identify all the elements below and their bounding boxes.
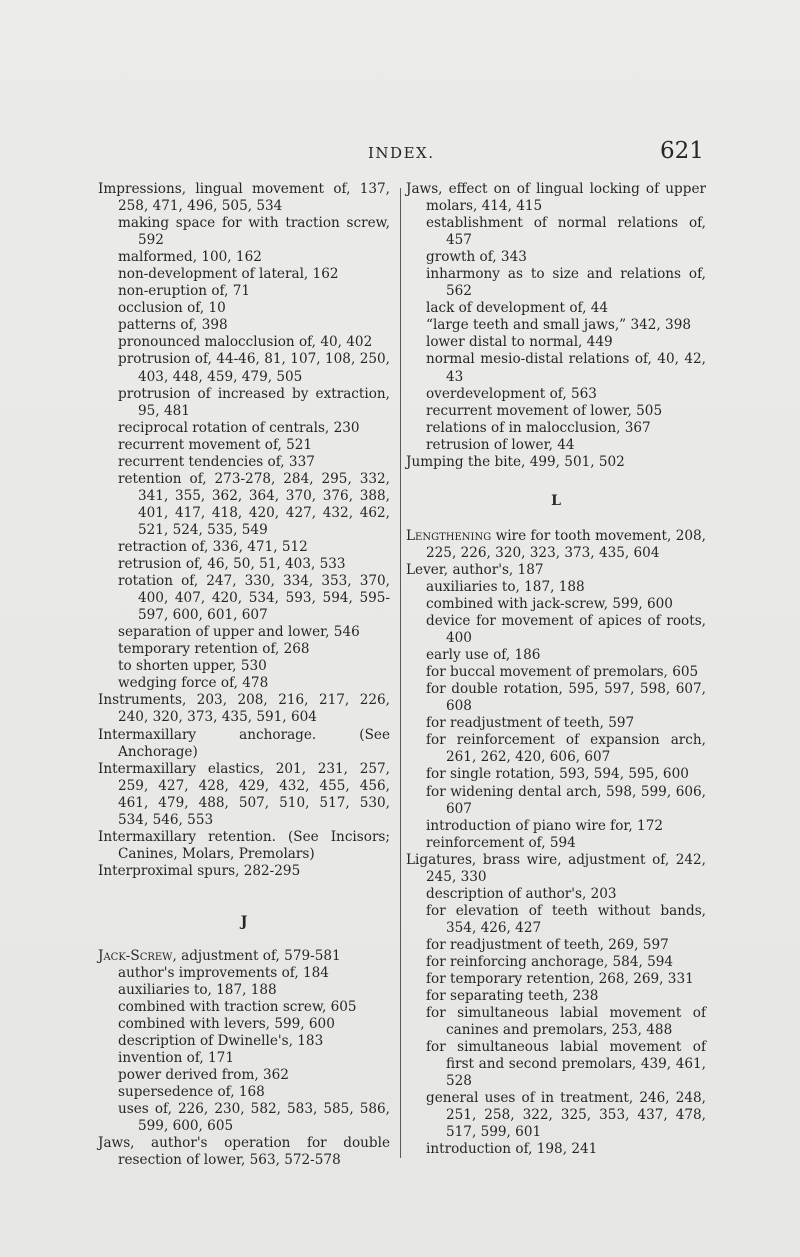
index-subentry: overdevelopment of, 563 [426,385,597,402]
index-subentry: power derived from, 362 [118,1067,289,1084]
index-subentry: reciprocal rotation of centrals, 230 [118,419,360,436]
index-subentry: growth of, 343 [426,249,527,266]
index-subentry: auxiliaries to, 187, 188 [118,982,277,999]
index-entry: Intermaxillary anchorage. (See Anchorage) [98,726,390,760]
index-subentry: separation of upper and lower, 546 [118,624,360,641]
index-entry: Impressions, lingual movement of, 137, 258, 471, 496, 505, 534 [98,181,390,215]
index-entry: Jumping the bite, 499, 501, 502 [406,453,625,470]
jack-screw-heading-rest: , adjustment of, 579-581 [172,947,341,964]
index-subentry: lack of development of, 44 [426,300,609,317]
index-subentry: recurrent movement of, 521 [118,436,313,453]
index-subentry: combined with levers, 599, 600 [118,1016,335,1033]
index-subentry: retention of, 273-278, 284, 295, 332, 341, 355, 362, 364, 370, 376, 388, 401, 417, 418, 420, 427, 432, 462, 521, 524, 535, 549 [118,470,390,538]
index-entry: Jaws, author's operation for double resection of lower, 563, 572-578 [98,1135,390,1169]
index-subentry: inharmony as to size and relations of, 562 [426,266,706,300]
index-subentry: “large teeth and small jaws,” 342, 398 [426,317,691,334]
index-subentry: introduction of piano wire for, 172 [426,817,663,834]
index-entries-j [98,965,390,1170]
page-number: 621 [660,138,704,164]
index-subentry: combined with jack-screw, 599, 600 [426,595,673,612]
index-subentry: lower distal to normal, 449 [426,334,613,351]
index-subentry: for simultaneous labial movement of canines and premolars, 253, 488 [426,1005,706,1039]
index-subentry: pronounced malocclusion of, 40, 402 [118,334,373,351]
index-subentry: relations of in malocclusion, 367 [426,419,651,436]
index-subentry: to shorten upper, 530 [118,658,267,675]
index-subentry: author's improvements of, 184 [118,964,329,981]
index-subentry: reinforcement of, 594 [426,834,576,851]
index-subentry: for reinforcement of expansion arch, 261, 262, 420, 606, 607 [426,732,706,766]
page-header [0,140,800,170]
index-subentry: for double rotation, 595, 597, 598, 607, 608 [426,681,706,715]
index-subentry: for elevation of teeth without bands, 354, 426, 427 [426,902,706,936]
index-subentry: retrusion of, 46, 50, 51, 403, 533 [118,556,346,573]
index-subentry: for temporary retention, 268, 269, 331 [426,971,694,988]
index-subentry: supersedence of, 168 [118,1084,265,1101]
index-subentry: protrusion of increased by extraction, 95, 481 [118,385,390,419]
index-subentry: temporary retention of, 268 [118,641,310,658]
index-subentry: for reinforcing anchorage, 584, 594 [426,953,674,970]
index-subentry: retraction of, 336, 471, 512 [118,538,308,555]
index-subentry: combined with traction screw, 605 [118,999,357,1016]
index-subentry: for simultaneous labial movement of first and second premolars, 439, 461, 528 [426,1039,706,1090]
index-entries-l [406,562,706,1159]
index-subentry: description of Dwinelle's, 183 [118,1033,324,1050]
index-entry: Ligatures, brass wire, adjustment of, 242, 245, 330 [406,851,706,885]
index-entry: Instruments, 203, 208, 216, 217, 226, 240, 320, 373, 435, 591, 604 [98,692,390,726]
index-subentry: wedging force of, 478 [118,675,269,692]
index-subentry: protrusion of, 44-46, 81, 107, 108, 250, 403, 448, 459, 479, 505 [118,351,390,385]
index-subentry: establishment of normal relations of, 457 [426,215,706,249]
index-subentry: for separating teeth, 238 [426,988,599,1005]
index-subentry: malformed, 100, 162 [118,249,262,266]
index-subentry: for readjustment of teeth, 597 [426,715,635,732]
index-subentry: occlusion of, 10 [118,300,226,317]
index-entry: Intermaxillary retention. (See Incisors; Canines, Molars, Premolars) [98,828,390,862]
index-subentry: rotation of, 247, 330, 334, 353, 370, 400, 407, 420, 534, 593, 594, 595-597, 600, 601, 607 [118,573,390,624]
index-entries-i [98,181,390,880]
index-column-right [406,181,706,1159]
index-entry-lengthening [406,528,706,562]
jack-screw-heading-word: Jack-Screw [98,947,173,964]
index-subentry: making space for with traction screw, 592 [118,215,390,249]
index-subentry: description of author's, 203 [426,885,617,902]
index-entries-j-continued [406,181,706,471]
index-entry: Interproximal spurs, 282-295 [98,862,301,879]
index-entry: Jaws, effect on of lingual locking of upper molars, 414, 415 [406,181,706,215]
index-subentry: early use of, 186 [426,647,541,664]
index-subentry: retrusion of lower, 44 [426,436,575,453]
index-subentry: device for movement of apices of roots, 400 [426,613,706,647]
index-entry: Lever, author's, 187 [406,561,544,578]
index-subentry: invention of, 171 [118,1050,234,1067]
index-entry: Intermaxillary elastics, 201, 231, 257, 259, 427, 428, 429, 432, 455, 456, 461, 479, 488, 507, 510, 517, 530, 534, 546, 553 [98,760,390,828]
index-subentry: recurrent movement of lower, 505 [426,402,663,419]
index-subentry: recurrent tendencies of, 337 [118,453,315,470]
index-subentry: general uses of in treatment, 246, 248, 251, 258, 322, 325, 353, 437, 478, 517, 599, 601 [426,1090,706,1141]
index-column-left [98,181,390,1170]
index-subentry: non-eruption of, 71 [118,283,251,300]
section-letter-l: L [551,492,561,509]
running-head: INDEX. [368,144,435,162]
index-subentry: normal mesio-distal relations of, 40, 42, 43 [426,351,706,385]
index-subentry: patterns of, 398 [118,317,228,334]
section-letter-j: J [240,913,248,930]
index-subentry: for widening dental arch, 598, 599, 606, 607 [426,783,706,817]
index-subentry: non-development of lateral, 162 [118,266,339,283]
index-subentry: introduction of, 198, 241 [426,1141,598,1158]
lengthening-heading-word: Lengthening [406,527,492,544]
lengthening-heading-rest: wire for tooth movement, 208, 225, 226, 320, 323, 373, 435, 604 [426,527,706,561]
index-subentry: for buccal movement of premolars, 605 [426,664,699,681]
index-entry-jack-screw [98,948,390,965]
column-divider [400,188,401,1158]
index-subentry: uses of, 226, 230, 582, 583, 585, 586, 599, 600, 605 [118,1101,390,1135]
index-subentry: auxiliaries to, 187, 188 [426,578,585,595]
index-subentry: for readjustment of teeth, 269, 597 [426,936,669,953]
index-subentry: for single rotation, 593, 594, 595, 600 [426,766,689,783]
